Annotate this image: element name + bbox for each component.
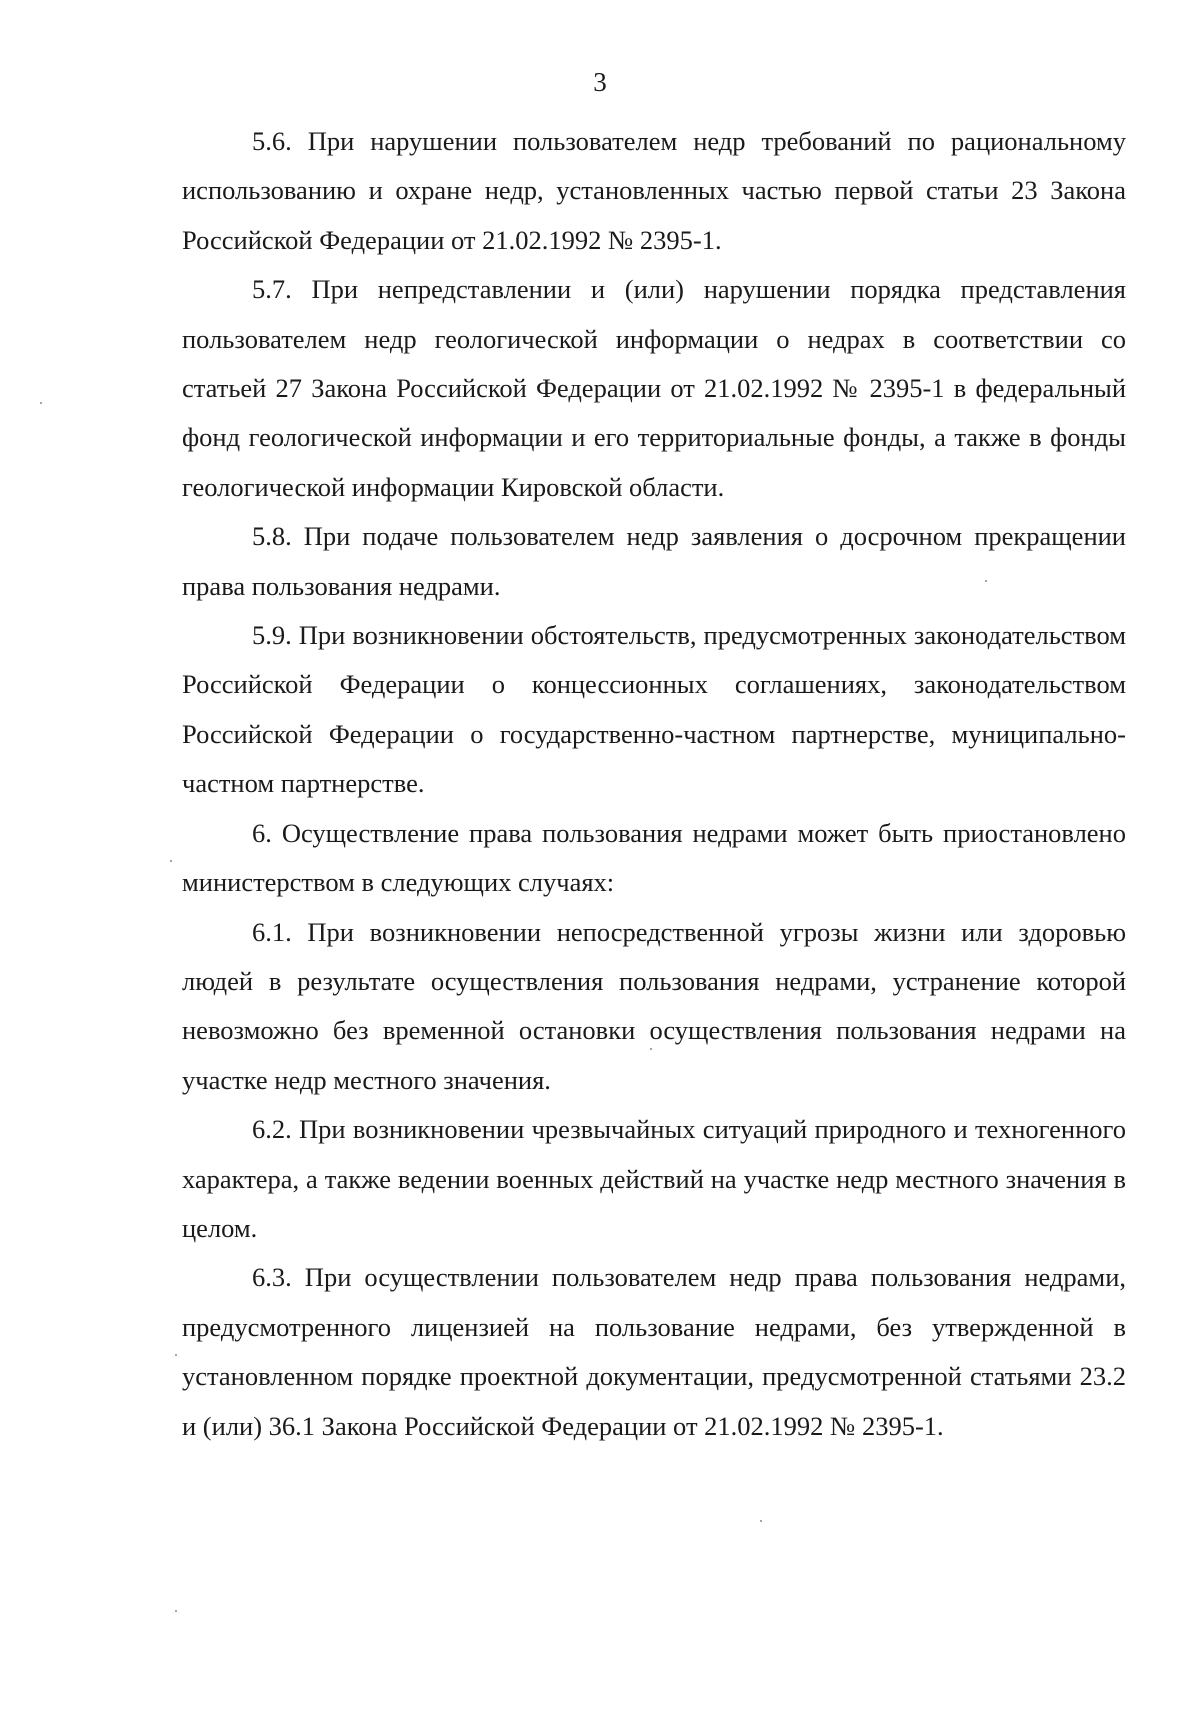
- paragraph-5-9: 5.9. При возникновении обстоятельств, предусмотренных законодательством Российской Федерации о концессионных соглашениях, законодательством Российской Федерации о государственно-частном партнерстве, муниципально-частном партнерстве.: [182, 620, 1126, 799]
- paragraph-5-8: 5.8. При подаче пользователем недр заявления о досрочном прекращении права пользования недрами.: [182, 521, 1126, 601]
- paragraph-6-1: 6.1. При возникновении непосредственной угрозы жизни или здоровью людей в результате осуществления пользования недрами, устранение которой невозможно без временной остановки осуществления пользования недрами на участке недр местного значения.: [182, 916, 1126, 1095]
- scan-speck: [985, 580, 987, 582]
- paragraph-5-7: 5.7. При непредставлении и (или) нарушении порядка представления пользователем недр геологической информации о недрах в соответствии со статьей 27 Закона Российской Федерации от 21.02.1992 № 2395-1 в федеральный фонд геологической информации и его территориальные фонды, а также в фонды геологической информации Кировской области.: [182, 274, 1126, 502]
- page-number: 3: [593, 67, 607, 97]
- scan-speck: [760, 1520, 762, 1522]
- paragraph-5-6: 5.6. При нарушении пользователем недр требований по рациональному использованию и охране недр, установленных частью первой статьи 23 Закона Российской Федерации от 21.02.1992 № 2395-1.: [182, 126, 1126, 255]
- paragraph-6-3: 6.3. При осуществлении пользователем недр права пользования недрами, предусмотренного лицензией на пользование недрами, без утвержденной в установленном порядке проектной документации, предусмотренной статьями 23.2 и (или) 36.1 Закона Российской Федерации от 21.02.1992 № 2395-1.: [182, 1262, 1126, 1441]
- paragraph-6: 6. Осуществление права пользования недрами может быть приостановлено министерством в следующих случаях:: [182, 817, 1126, 898]
- scan-speck: [170, 860, 172, 862]
- document-body: [182, 117, 1126, 1451]
- scan-speck: [175, 1354, 177, 1356]
- paragraph-6-2: 6.2. При возникновении чрезвычайных ситуаций природного и техногенного характера, а также ведении военных действий на участке недр местного значения в целом.: [182, 1114, 1126, 1243]
- scan-speck: [650, 1048, 652, 1050]
- scan-speck: [40, 402, 42, 404]
- scan-speck: [175, 1610, 177, 1612]
